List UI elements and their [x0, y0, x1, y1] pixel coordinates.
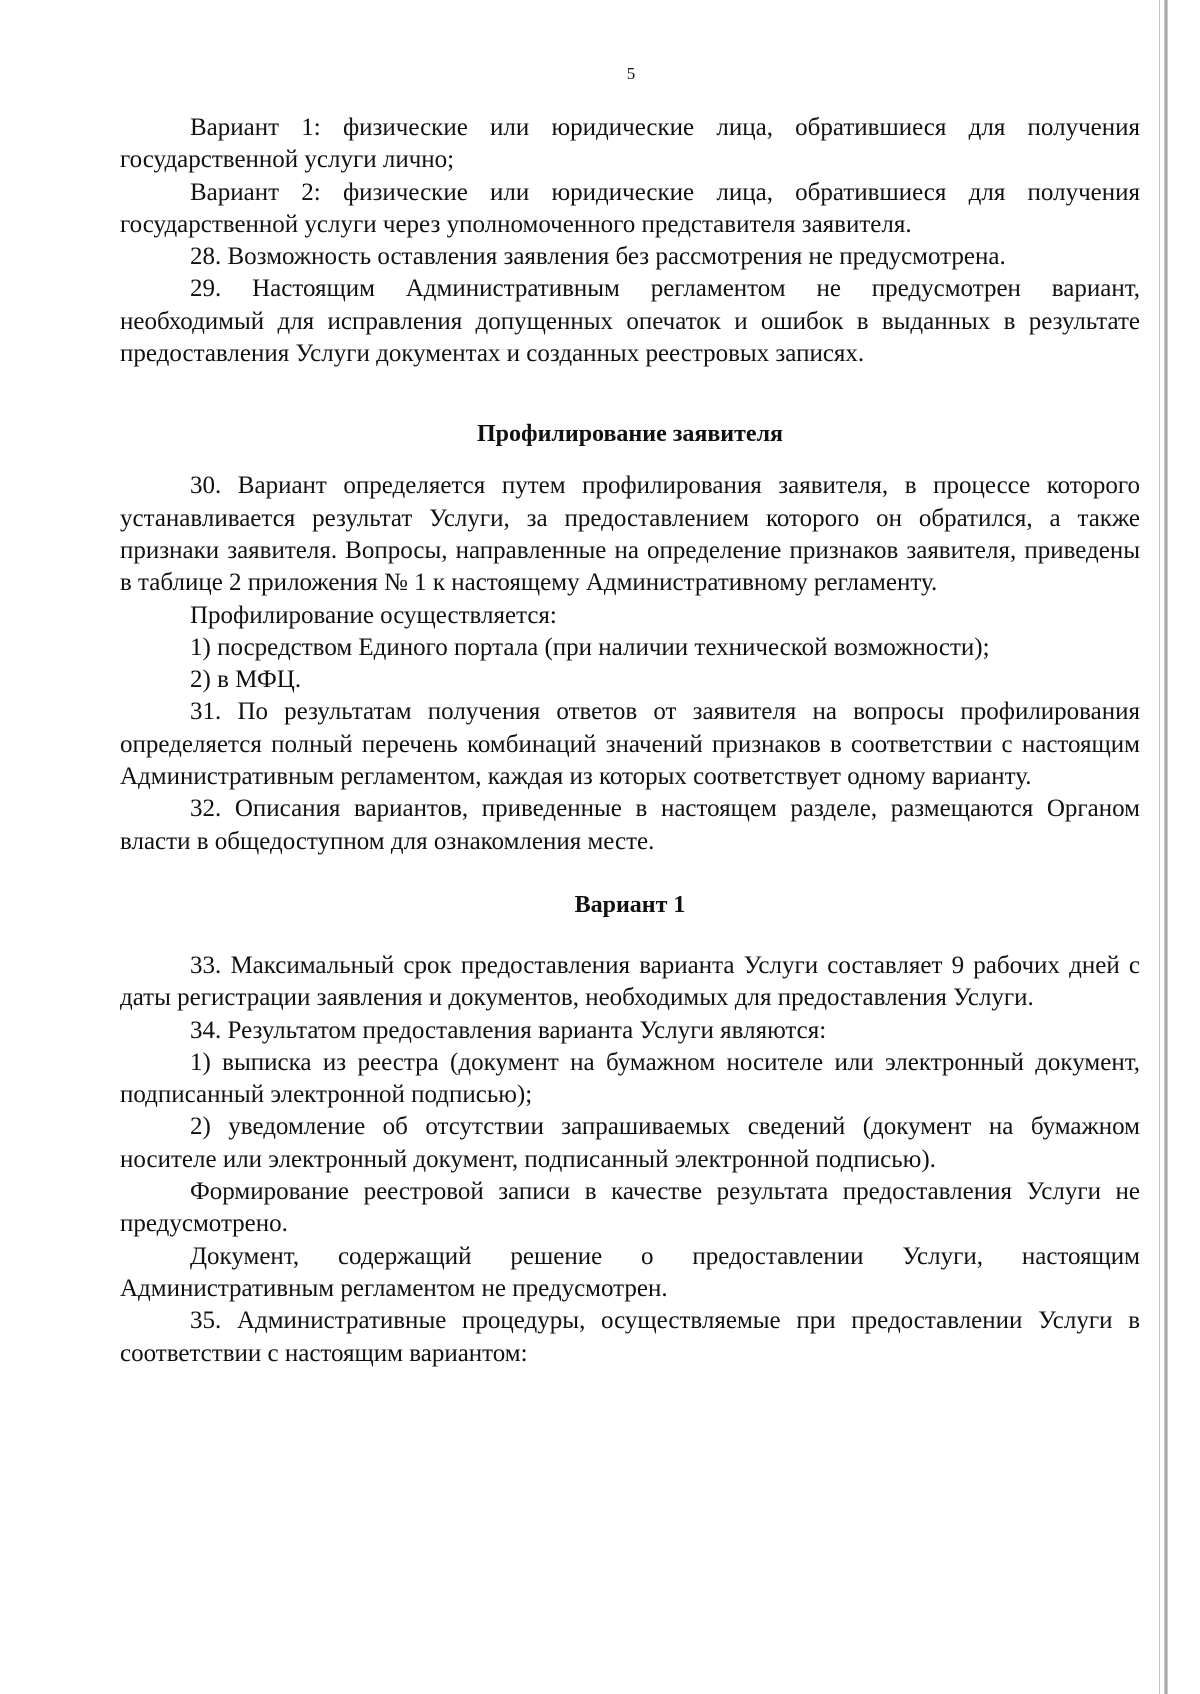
paragraph-35: 35. Административные процедуры, осуществляемые при предоставлении Услуги в соответствии с настоящим вариантом: — [120, 1307, 1140, 1367]
paragraph-33: 33. Максимальный срок предоставления варианта Услуги составляет 9 рабочих дней с даты регистрации заявления и документов, необходимых для предоставления Услуги. — [120, 951, 1140, 1012]
paragraph-registry-record: Формирование реестровой записи в качестве результата предоставления Услуги не предусмотрено. — [120, 1178, 1140, 1238]
scan-edge-line — [1159, 0, 1160, 1694]
paragraph-variant-2-applicants: Вариант 2: физические или юридические лица, обратившиеся для получения государственной услуги через уполномоченного представителя заявителя. — [120, 178, 1140, 238]
paragraph-28: 28. Возможность оставления заявления без рассмотрения не предусмотрена. — [190, 243, 1006, 271]
paragraph-29: 29. Настоящим Административным регламентом не предусмотрен вариант, необходимый для исправления допущенных опечаток и ошибок в выданных в результате предоставления Услуги документах и созданных реестровых записях. — [120, 275, 1140, 368]
paragraph-30: 30. Вариант определяется путем профилирования заявителя, в процессе которого устанавливается результат Услуги, за предоставлением которого он обратился, а также признаки заявителя. Вопросы, направленные на определение признаков заявителя, приведены в таблице 2 приложения № 1 к настоящему Административному регламенту. — [120, 472, 1140, 597]
list-item-absence-notice: 2) уведомление об отсутствии запрашиваемых сведений (документ на бумажном носителе или электронный документ, подписанный электронной подписью). — [120, 1113, 1140, 1173]
paragraph-profiling-methods: Профилирование осуществляется: — [190, 601, 557, 629]
scan-edge-shadow — [1164, 0, 1168, 1694]
paragraph-32: 32. Описания вариантов, приведенные в настоящем разделе, размещаются Органом власти в общедоступном для ознакомления месте. — [120, 795, 1140, 855]
paragraph-34: 34. Результатом предоставления варианта Услуги являются: — [190, 1016, 827, 1044]
paragraph-31: 31. По результатам получения ответов от заявителя на вопросы профилирования определяется полный перечень комбинаций значений признаков в соответствии с настоящим Административным регламентом, каждая из которых соответствует одному варианту. — [120, 698, 1140, 791]
section-heading-profiling: Профилирование заявителя — [476, 421, 784, 448]
list-item-portal: 1) посредством Единого портала (при наличии технической возможности); — [190, 633, 990, 661]
paragraph-decision-document: Документ, содержащий решение о предоставлении Услуги, настоящим Административным регламентом не предусмотрен. — [120, 1242, 1140, 1302]
document-body — [120, 112, 1140, 1370]
paragraph-variant-1-applicants: Вариант 1: физические или юридические лица, обратившиеся для получения государственной услуги лично; — [120, 114, 1140, 174]
list-item-registry-extract: 1) выписка из реестра (документ на бумажном носителе или электронный документ, подписанный электронной подписью); — [120, 1048, 1140, 1109]
section-heading-variant-1: Вариант 1 — [574, 891, 686, 918]
page-number: 5 — [626, 64, 636, 83]
list-item-mfc: 2) в МФЦ. — [190, 666, 302, 694]
